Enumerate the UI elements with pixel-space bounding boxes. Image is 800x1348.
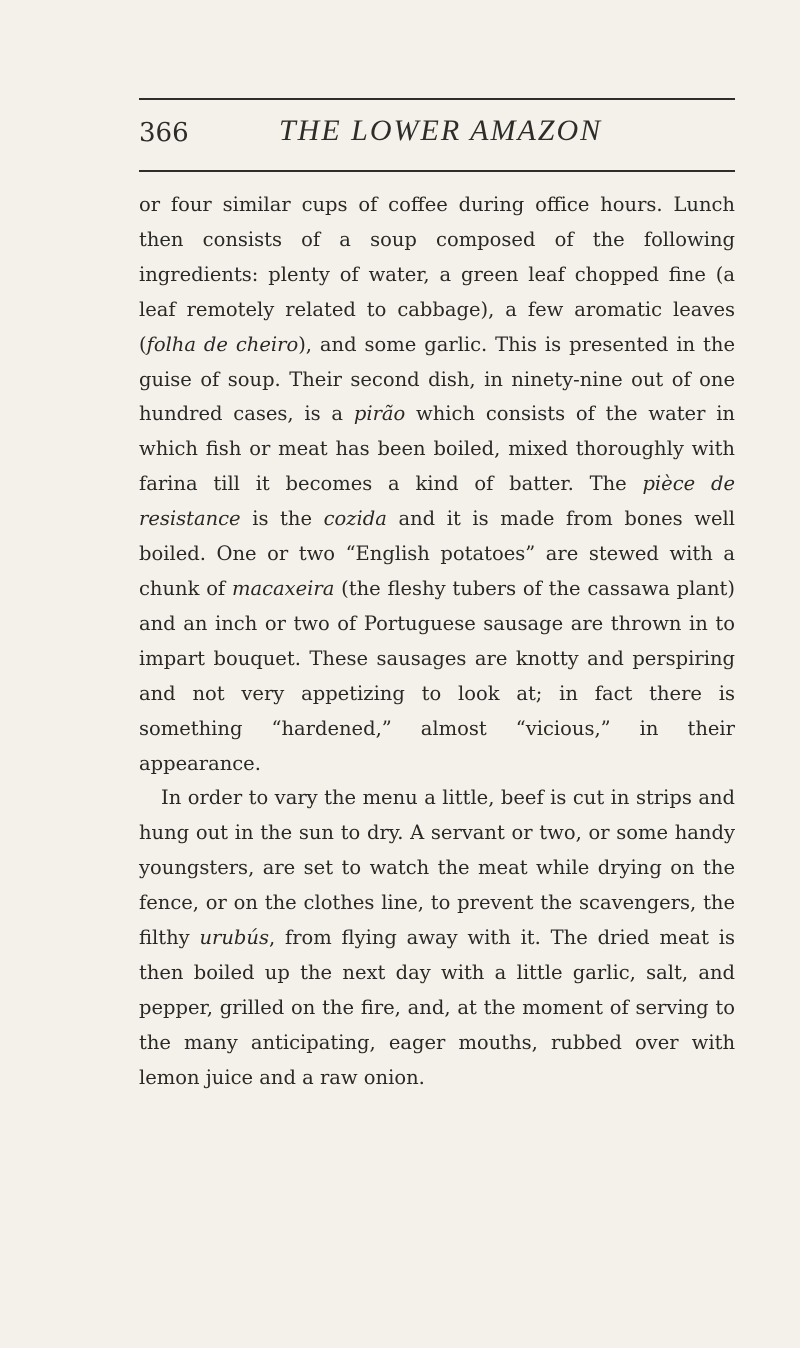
italic-term-macaxeira: macaxeira xyxy=(231,576,335,600)
italic-term-piece-de-resistance: pièce de resistance xyxy=(139,472,735,531)
header-bottom-rule xyxy=(139,170,735,172)
text-segment: , from flying away with it. The dried meat is then boiled up the next day with a little garlic, salt, and pepper, grilled on the fire, and, at the moment of serving to the many anticipating, eager mouths, rubbed over with lemon juice and a raw onion. xyxy=(139,926,735,1089)
text-segment: ), and some garlic. This is presented in the guise of soup. Their second dish, in ninety-nine out of one hundred cases, is a xyxy=(139,332,735,426)
body-text xyxy=(139,188,735,1096)
page-number: 366 xyxy=(139,118,189,148)
italic-term-cozida: cozida xyxy=(323,507,387,531)
text-segment: and it is made from bones well boiled. One or two “English potatoes” are stewed with a chunk of xyxy=(139,507,735,600)
header-top-rule xyxy=(139,98,735,100)
paragraph-2 xyxy=(139,781,735,1095)
running-title: THE LOWER AMAZON xyxy=(279,114,603,147)
text-segment: is the xyxy=(240,507,324,531)
text-segment: which consists of the water in which fish or meat has been boiled, mixed thoroughly with farina till it becomes a kind of batter. The xyxy=(139,402,735,496)
paragraph-1 xyxy=(139,188,735,781)
running-header xyxy=(139,112,735,156)
italic-term-urubus: urubús xyxy=(199,926,269,950)
italic-term-folha-de-cheiro: folha de cheiro xyxy=(146,332,299,356)
italic-term-pirao: pirão xyxy=(353,402,406,426)
text-segment: or four similar cups of coffee during office hours. Lunch then consists of a soup composed of the following ingredients: plenty of water, a green leaf chopped fine (a leaf remotely related to cabbage), a few aromatic leaves ( xyxy=(139,193,735,356)
text-segment: (the fleshy tubers of the cassawa plant) and an inch or two of Portuguese sausage are thrown in to impart bouquet. These sausages are knotty and perspiring and not very appetizing to look at; in fact there is something “hardened,” almost “vicious,” in their appearance. xyxy=(139,576,735,775)
text-segment: In order to vary the menu a little, beef is cut in strips and hung out in the sun to dry. A servant or two, or some handy youngsters, are set to watch the meat while drying on the fence, or on the clothes line, to prevent the scavengers, the filthy xyxy=(139,786,735,950)
